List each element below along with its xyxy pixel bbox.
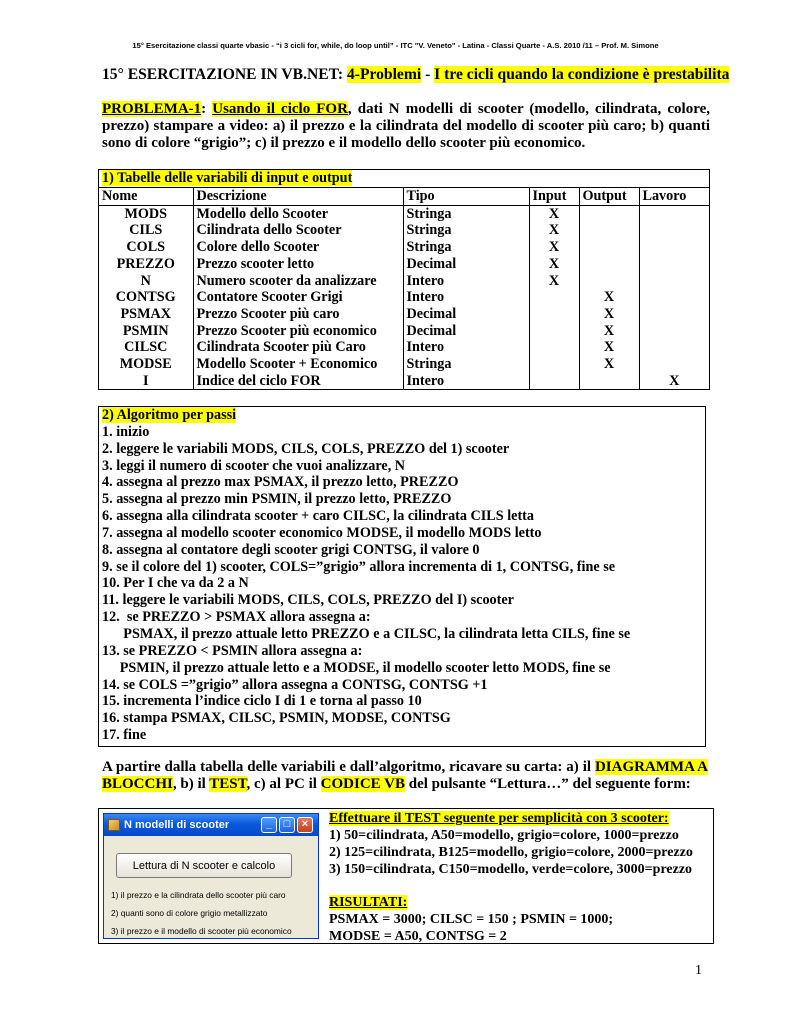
cell-input — [529, 289, 579, 306]
cell-input: X — [529, 222, 579, 239]
cell-output: X — [579, 306, 639, 323]
title-highlight-problems: 4-Problemi — [346, 66, 422, 83]
instructions-text-4: del pulsante “Lettura…” del seguente form: — [405, 776, 691, 792]
cell-output: X — [579, 289, 639, 306]
cell-descrizione: Modello dello Scooter — [193, 205, 403, 222]
cell-input: X — [529, 239, 579, 256]
cell-tipo: Intero — [403, 339, 529, 356]
cell-input — [529, 306, 579, 323]
cell-output: X — [579, 356, 639, 373]
cell-lavoro — [639, 356, 709, 373]
test-case-3: 3) 150=cilindrata, C150=modello, verde=colore, 3000=prezzo — [329, 862, 693, 877]
cell-input: X — [529, 273, 579, 290]
algorithm-step: 3. leggi il numero di scooter che vuoi analizzare, N — [102, 457, 406, 474]
cell-lavoro — [639, 205, 709, 222]
cell-input — [529, 356, 579, 373]
variables-grid — [99, 188, 709, 389]
problem-method: Usando il ciclo FOR — [212, 101, 348, 117]
cell-descrizione: Contatore Scooter Grigi — [193, 289, 403, 306]
table-row — [99, 256, 709, 273]
cell-descrizione: Numero scooter da analizzare — [193, 273, 403, 290]
cell-lavoro — [639, 339, 709, 356]
form-and-test-box — [98, 808, 714, 944]
cell-input: X — [529, 256, 579, 273]
cell-nome: COLS — [99, 239, 193, 256]
form-titlebar — [104, 814, 318, 836]
cell-output — [579, 239, 639, 256]
form-app-icon — [108, 819, 120, 831]
algorithm-step: 15. incrementa l’indice ciclo I di 1 e torna al passo 10 — [102, 693, 422, 710]
algorithm-step: 5. assegna al prezzo min PSMIN, il prezzo letto, PREZZO — [102, 491, 452, 508]
cell-descrizione: Indice del ciclo FOR — [193, 373, 403, 390]
algorithm-step: 6. assegna alla cilindrata scooter + caro CILSC, la cilindrata CILS letta — [102, 508, 534, 525]
header-lavoro: Lavoro — [639, 188, 709, 205]
instructions-text-2: , b) il — [172, 776, 210, 792]
results-line-2: MODSE = A50, CONTSG = 2 — [329, 929, 507, 944]
cell-descrizione: Prezzo scooter letto — [193, 256, 403, 273]
table-row — [99, 356, 709, 373]
table-row — [99, 289, 709, 306]
instructions-highlight-diagram: DIAGRAMMA A BLOCCHI — [102, 759, 708, 792]
cell-tipo: Stringa — [403, 239, 529, 256]
test-section — [329, 809, 713, 945]
algorithm-step: 8. assegna al contatore degli scooter grigi CONTSG, il valore 0 — [102, 541, 480, 558]
maximize-icon[interactable]: □ — [279, 817, 295, 833]
problem-statement — [102, 101, 710, 152]
cell-tipo: Decimal — [403, 256, 529, 273]
table-row — [99, 239, 709, 256]
cell-tipo: Stringa — [403, 205, 529, 222]
cell-nome: PSMAX — [99, 306, 193, 323]
table-row — [99, 339, 709, 356]
cell-tipo: Intero — [403, 273, 529, 290]
form-label-grey-count: 2) quanti sono di colore grigio metallizzato — [111, 908, 268, 918]
cell-lavoro — [639, 289, 709, 306]
problem-text: , dati N modelli di scooter (modello, cilindrata, colore, prezzo) stampare a video: a) il prezzo e la cilindrata del modello di scooter più caro; b) quanti sono di colore “grigio”; c) il prezzo e il modello dello scooter più economico. — [102, 101, 710, 151]
form-window-screenshot — [103, 813, 319, 939]
cell-lavoro — [639, 239, 709, 256]
results-line-1: PSMAX = 3000; CILSC = 150 ; PSMIN = 1000; — [329, 912, 614, 927]
cell-nome: CILSC — [99, 339, 193, 356]
header-nome: Nome — [99, 188, 193, 205]
algorithm-step: 12. se PREZZO > PSMAX allora assegna a: — [102, 609, 371, 626]
form-title: N modelli di scooter — [124, 819, 230, 831]
page-title — [102, 66, 730, 84]
table-row — [99, 273, 709, 290]
cell-nome: N — [99, 273, 193, 290]
cell-output — [579, 205, 639, 222]
cell-output — [579, 373, 639, 390]
cell-descrizione: Modello Scooter + Economico — [193, 356, 403, 373]
algorithm-steps — [102, 424, 705, 744]
table-row — [99, 306, 709, 323]
page-number: 1 — [695, 963, 702, 978]
cell-nome: CILS — [99, 222, 193, 239]
cell-lavoro — [639, 222, 709, 239]
instructions — [102, 759, 708, 793]
cell-descrizione: Colore dello Scooter — [193, 239, 403, 256]
close-icon[interactable]: × — [297, 817, 313, 833]
cell-tipo: Stringa — [403, 356, 529, 373]
title-prefix: 15° ESERCITAZIONE IN VB.NET: — [102, 66, 347, 83]
algorithm-box — [98, 406, 706, 747]
algorithm-step: 13. se PREZZO < PSMIN allora assegna a: — [102, 642, 363, 659]
algorithm-step: 14. se COLS =”grigio” allora assegna a CONTSG, CONTSG +1 — [102, 676, 488, 693]
variables-table — [98, 169, 710, 390]
cell-nome: I — [99, 373, 193, 390]
cell-output: X — [579, 339, 639, 356]
cell-output — [579, 222, 639, 239]
cell-tipo: Intero — [403, 373, 529, 390]
algorithm-step: 16. stampa PSMAX, CILSC, PSMIN, MODSE, CONTSG — [102, 710, 451, 727]
cell-tipo: Intero — [403, 289, 529, 306]
cell-input — [529, 323, 579, 340]
cell-nome: CONTSG — [99, 289, 193, 306]
algorithm-step: 1. inizio — [102, 423, 150, 440]
test-case-1: 1) 50=cilindrata, A50=modello, grigio=colore, 1000=prezzo — [329, 828, 679, 843]
minimize-icon[interactable]: _ — [261, 817, 277, 833]
instructions-highlight-test: TEST — [209, 776, 247, 792]
problem-colon: : — [201, 101, 213, 117]
cell-input — [529, 339, 579, 356]
algorithm-step: PSMIN, il prezzo attuale letto e a MODSE, il modello scooter letto MODS, fine se — [102, 659, 611, 676]
instructions-text-3: , c) al PC il — [246, 776, 321, 792]
cell-descrizione: Prezzo Scooter più caro — [193, 306, 403, 323]
table-row — [99, 323, 709, 340]
algorithm-step: 2. leggere le variabili MODS, CILS, COLS, PREZZO del 1) scooter — [102, 440, 510, 457]
header-input: Input — [529, 188, 579, 205]
header-tipo: Tipo — [403, 188, 529, 205]
instructions-highlight-code: CODICE VB — [320, 776, 405, 792]
algorithm-step: 10. Per I che va da 2 a N — [102, 575, 249, 592]
algorithm-step: PSMAX, il prezzo attuale letto PREZZO e a CILSC, la cilindrata letta CILS, fine se — [102, 625, 631, 642]
cell-tipo: Decimal — [403, 323, 529, 340]
read-and-calc-button[interactable]: Lettura di N scooter e calcolo — [116, 853, 292, 878]
cell-lavoro — [639, 273, 709, 290]
algorithm-step: 17. fine — [102, 727, 147, 744]
cell-input — [529, 373, 579, 390]
cell-lavoro: X — [639, 373, 709, 390]
table-row — [99, 373, 709, 390]
algorithm-step: 11. leggere le variabili MODS, CILS, COLS, PREZZO del I) scooter — [102, 592, 514, 609]
variables-table-caption: 1) Tabelle delle variabili di input e output — [99, 170, 709, 188]
header-output: Output — [579, 188, 639, 205]
cell-input: X — [529, 205, 579, 222]
algorithm-caption: 2) Algoritmo per passi — [102, 407, 237, 423]
cell-descrizione: Cilindrata dello Scooter — [193, 222, 403, 239]
table-row — [99, 205, 709, 222]
cell-nome: PSMIN — [99, 323, 193, 340]
cell-lavoro — [639, 323, 709, 340]
cell-descrizione: Prezzo Scooter più economico — [193, 323, 403, 340]
title-highlight-cycles: I tre cicli quando la condizione è prestabilita — [434, 66, 730, 83]
cell-output: X — [579, 323, 639, 340]
algorithm-step: 4. assegna al prezzo max PSMAX, il prezzo letto, PREZZO — [102, 474, 459, 491]
cell-nome: PREZZO — [99, 256, 193, 273]
cell-lavoro — [639, 256, 709, 273]
page-header: 15° Esercitazione classi quarte vbasic - “i 3 cicli for, while, do loop until” - ITC "V. Veneto" - Latina - Classi Quarte - A.S. 2010 /11 – Prof. M. Simone — [132, 41, 659, 50]
test-case-2: 2) 125=cilindrata, B125=modello, grigio=colore, 2000=prezzo — [329, 845, 693, 860]
cell-output — [579, 273, 639, 290]
cell-output — [579, 256, 639, 273]
header-descrizione: Descrizione — [193, 188, 403, 205]
title-separator: - — [421, 66, 435, 83]
test-heading: Effettuare il TEST seguente per semplicità con 3 scooter: — [329, 811, 669, 826]
problem-label: PROBLEMA-1 — [102, 101, 202, 117]
table-row — [99, 222, 709, 239]
instructions-text-1: A partire dalla tabella delle variabili e dall’algoritmo, ricavare su carta: a) il — [102, 759, 595, 775]
cell-nome: MODSE — [99, 356, 193, 373]
results-label: RISULTATI: — [329, 895, 408, 910]
cell-descrizione: Cilindrata Scooter più Caro — [193, 339, 403, 356]
variables-header-row — [99, 188, 709, 205]
cell-lavoro — [639, 306, 709, 323]
form-label-cheapest: 3) il prezzo e il modello di scooter più economico — [111, 926, 292, 936]
algorithm-step: 7. assegna al modello scooter economico MODSE, il modello MODS letto — [102, 524, 542, 541]
algorithm-step: 9. se il colore del 1) scooter, COLS=”grigio” allora incrementa di 1, CONTSG, fine se — [102, 558, 616, 575]
cell-tipo: Decimal — [403, 306, 529, 323]
cell-tipo: Stringa — [403, 222, 529, 239]
form-label-most-expensive: 1) il prezzo e la cilindrata dello scooter più caro — [111, 890, 286, 900]
cell-nome: MODS — [99, 205, 193, 222]
